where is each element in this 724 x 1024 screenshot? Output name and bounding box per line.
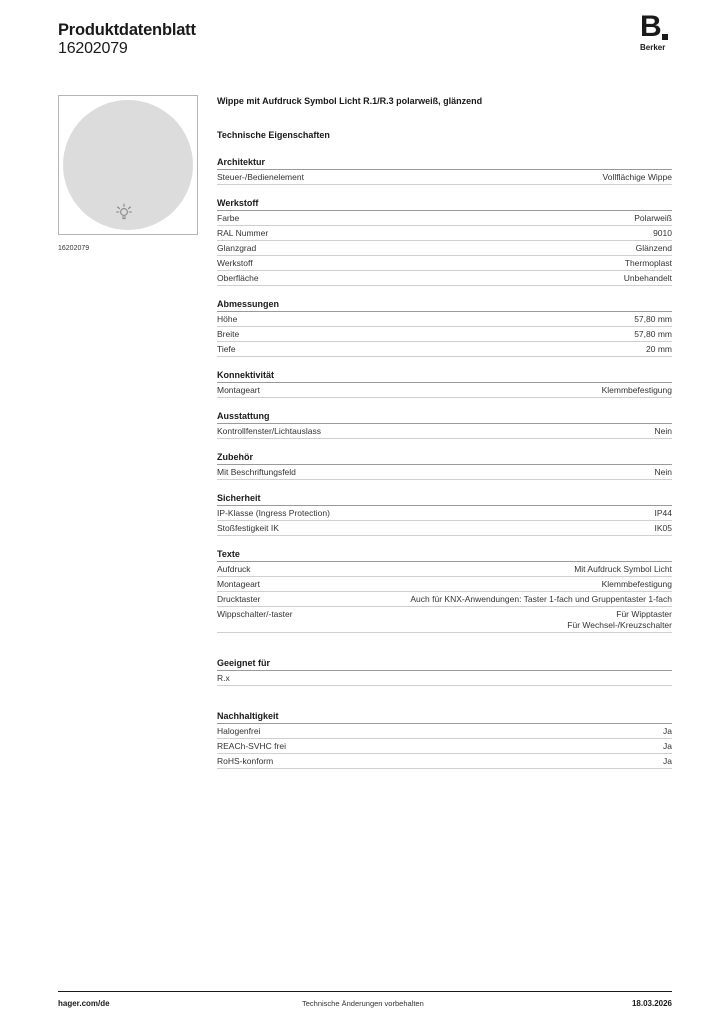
row-value: Auch für KNX-Anwendungen: Taster 1-fach und Gruppentaster 1-fach bbox=[410, 594, 672, 604]
section-title: Zubehör bbox=[217, 451, 672, 465]
row-value: Nein bbox=[654, 467, 672, 477]
row-label: Glanzgrad bbox=[217, 243, 257, 253]
brand-logo bbox=[638, 10, 674, 54]
row-label: Tiefe bbox=[217, 344, 236, 354]
properties-heading: Technische Eigenschaften bbox=[217, 130, 330, 140]
datasheet-content bbox=[217, 96, 672, 769]
table-row bbox=[217, 424, 672, 439]
table-row bbox=[217, 592, 672, 607]
product-heading: Wippe mit Aufdruck Symbol Licht R.1/R.3 polarweiß, glänzend bbox=[217, 96, 483, 106]
section-texte bbox=[217, 548, 672, 633]
row-label: Oberfläche bbox=[217, 273, 259, 283]
section-abmessungen bbox=[217, 298, 672, 357]
row-label: Stoßfestigkeit IK bbox=[217, 523, 279, 533]
section-geeignet-fuer bbox=[217, 657, 672, 686]
row-value: Für Wipptaster Für Wechsel-/Kreuzschalter bbox=[567, 609, 672, 630]
row-label: Steuer-/Bedienelement bbox=[217, 172, 304, 182]
section-title: Texte bbox=[217, 548, 672, 562]
logo-letter: B bbox=[640, 10, 662, 43]
logo-wordmark: Berker bbox=[640, 43, 666, 52]
row-label: IP-Klasse (Ingress Protection) bbox=[217, 508, 330, 518]
section-title: Abmessungen bbox=[217, 298, 672, 312]
table-row bbox=[217, 383, 672, 398]
footer-divider bbox=[58, 991, 672, 992]
row-value: Thermoplast bbox=[624, 258, 672, 268]
section-architektur bbox=[217, 156, 672, 185]
table-row bbox=[217, 521, 672, 536]
row-label: Breite bbox=[217, 329, 240, 339]
row-value: 57,80 mm bbox=[634, 314, 672, 324]
row-value: IP44 bbox=[654, 508, 672, 518]
row-value: Vollflächige Wippe bbox=[602, 172, 672, 182]
table-row bbox=[217, 256, 672, 271]
table-row bbox=[217, 211, 672, 226]
row-label: Werkstoff bbox=[217, 258, 253, 268]
section-title: Geeignet für bbox=[217, 657, 672, 671]
table-row bbox=[217, 271, 672, 286]
row-label: Farbe bbox=[217, 213, 240, 223]
table-row bbox=[217, 170, 672, 185]
section-title: Architektur bbox=[217, 156, 672, 170]
product-number: 16202079 bbox=[58, 40, 128, 57]
row-value: IK05 bbox=[654, 523, 672, 533]
section-werkstoff bbox=[217, 197, 672, 286]
table-row bbox=[217, 607, 672, 633]
row-label: Aufdruck bbox=[217, 564, 251, 574]
row-label: RAL Nummer bbox=[217, 228, 269, 238]
table-row bbox=[217, 562, 672, 577]
row-value: Klemmbefestigung bbox=[601, 579, 672, 589]
row-label: Mit Beschriftungsfeld bbox=[217, 467, 296, 477]
row-value: 20 mm bbox=[646, 344, 672, 354]
row-value: Unbehandelt bbox=[623, 273, 672, 283]
logo-dot bbox=[662, 34, 668, 40]
row-value: 9010 bbox=[653, 228, 672, 238]
row-value: Mit Aufdruck Symbol Licht bbox=[574, 564, 672, 574]
table-row bbox=[217, 754, 672, 769]
row-label: Montageart bbox=[217, 579, 260, 589]
page-title: Produktdatenblatt bbox=[58, 21, 196, 39]
table-row bbox=[217, 739, 672, 754]
section-title: Werkstoff bbox=[217, 197, 672, 211]
row-value: Polarweiß bbox=[634, 213, 672, 223]
row-label: REACh-SVHC frei bbox=[217, 741, 286, 751]
section-zubehoer bbox=[217, 451, 672, 480]
section-title: Nachhaltigkeit bbox=[217, 710, 672, 724]
row-value: Ja bbox=[663, 756, 672, 766]
table-row bbox=[217, 312, 672, 327]
row-value: Ja bbox=[663, 741, 672, 751]
section-title: Konnektivität bbox=[217, 369, 672, 383]
section-nachhaltigkeit bbox=[217, 710, 672, 769]
section-title: Ausstattung bbox=[217, 410, 672, 424]
footer-date: 18.03.2026 bbox=[631, 999, 672, 1008]
table-row bbox=[217, 724, 672, 739]
row-value: Glänzend bbox=[635, 243, 672, 253]
table-row bbox=[217, 577, 672, 592]
table-row bbox=[217, 342, 672, 357]
table-row bbox=[217, 465, 672, 480]
section-sicherheit bbox=[217, 492, 672, 536]
footer-website-link[interactable]: hager.com/de bbox=[58, 999, 110, 1008]
section-ausstattung bbox=[217, 410, 672, 439]
row-label: Montageart bbox=[217, 385, 260, 395]
row-label: Höhe bbox=[217, 314, 238, 324]
table-row bbox=[217, 241, 672, 256]
row-label: RoHS-konform bbox=[217, 756, 274, 766]
table-row bbox=[217, 506, 672, 521]
table-row bbox=[217, 226, 672, 241]
lamp-icon bbox=[114, 201, 134, 221]
footer-disclaimer: Technische Änderungen vorbehalten bbox=[302, 999, 424, 1008]
row-label: Drucktaster bbox=[217, 594, 261, 604]
image-caption: 16202079 bbox=[58, 245, 90, 252]
table-row bbox=[217, 327, 672, 342]
row-value: Klemmbefestigung bbox=[601, 385, 672, 395]
product-image bbox=[58, 95, 198, 235]
row-label: Kontrollfenster/Lichtauslass bbox=[217, 426, 321, 436]
row-label: Wippschalter/-taster bbox=[217, 609, 293, 619]
row-label: R.x bbox=[217, 673, 230, 683]
table-row bbox=[217, 671, 672, 686]
row-label: Halogenfrei bbox=[217, 726, 261, 736]
section-konnektivitaet bbox=[217, 369, 672, 398]
row-value: Ja bbox=[663, 726, 672, 736]
section-title: Sicherheit bbox=[217, 492, 672, 506]
row-value: 57,80 mm bbox=[634, 329, 672, 339]
row-value: Nein bbox=[654, 426, 672, 436]
